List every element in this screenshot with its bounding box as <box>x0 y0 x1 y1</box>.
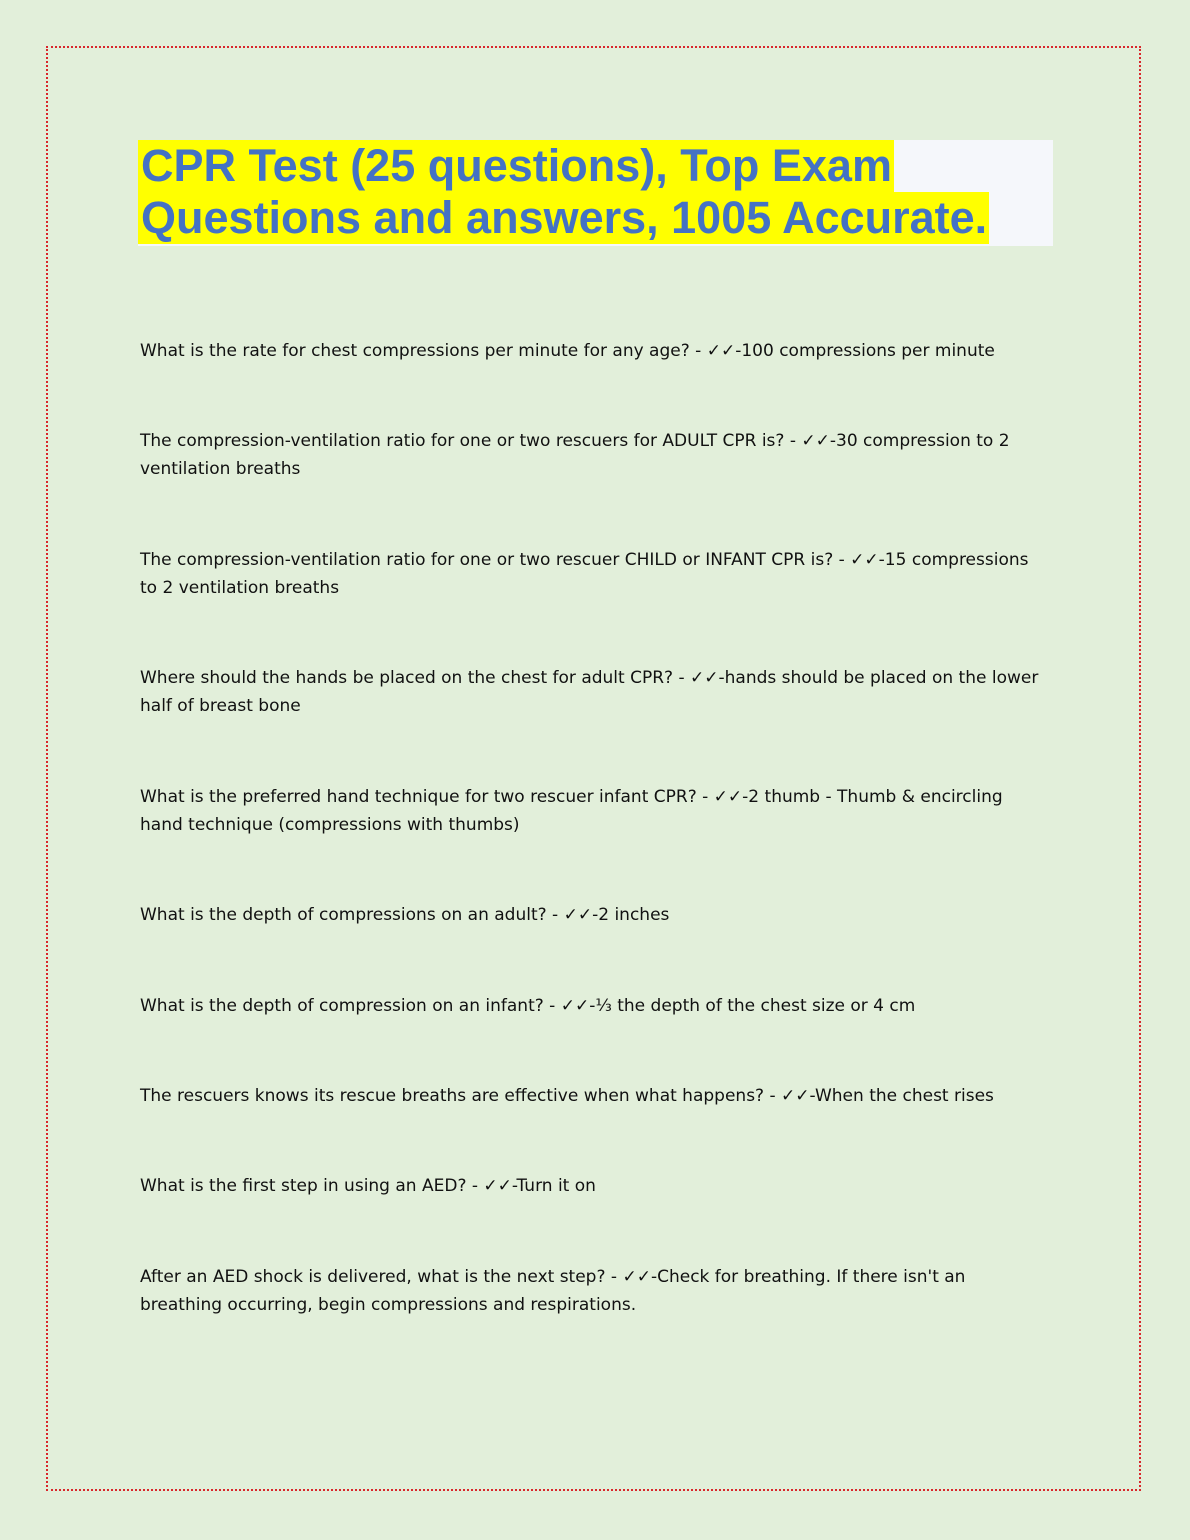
separator: - <box>764 1086 782 1106</box>
answer-text: -100 compressions per minute <box>735 341 995 361</box>
separator: - <box>696 787 714 807</box>
answer-text: -When the chest rises <box>809 1086 994 1106</box>
qa-item <box>140 337 1050 365</box>
title-line-2: Questions and answers, 1005 Accurate. <box>138 192 989 244</box>
answer-text: -⅓ the depth of the chest size or 4 cm <box>589 996 916 1016</box>
question-text: What is the depth of compression on an infant? <box>140 996 544 1016</box>
answer-text: -Turn it on <box>511 1176 596 1196</box>
question-text: After an AED shock is delivered, what is the next step? <box>140 1267 606 1287</box>
title-line-1: CPR Test (25 questions), Top Exam <box>138 140 894 192</box>
qa-item <box>140 1172 1050 1200</box>
separator: - <box>689 341 707 361</box>
question-text: What is the first step in using an AED? <box>140 1176 467 1196</box>
check-icon: ✓✓ <box>781 1086 810 1106</box>
question-text: What is the preferred hand technique for two rescuer infant CPR? <box>140 787 697 807</box>
title-block <box>138 140 1053 246</box>
separator: - <box>833 550 851 570</box>
answer-text: -15 compressions to 2 ventilation breaths <box>140 550 1029 598</box>
separator: - <box>546 905 564 925</box>
answer-text: -30 compression to 2 ventilation breaths <box>140 431 1010 479</box>
check-icon: ✓✓ <box>483 1176 512 1196</box>
check-icon: ✓✓ <box>560 996 590 1016</box>
separator: - <box>605 1267 623 1287</box>
check-icon: ✓✓ <box>563 905 593 925</box>
answer-text: -2 thumb - Thumb & encircling hand technique (compressions with thumbs) <box>140 787 1003 835</box>
question-text: The compression-ventilation ratio for one or two rescuer CHILD or INFANT CPR is? <box>140 550 834 570</box>
question-text: The rescuers knows its rescue breaths are effective when what happens? <box>140 1086 765 1106</box>
question-text: The compression-ventilation ratio for one or two rescuers for ADULT CPR is? <box>140 431 785 451</box>
question-text: What is the rate for chest compressions per minute for any age? <box>140 341 690 361</box>
qa-item <box>140 664 1050 720</box>
document-title <box>138 140 1053 244</box>
answer-text: -hands should be placed on the lower half of breast bone <box>140 668 1039 716</box>
answer-text: -2 inches <box>592 905 670 925</box>
qa-item <box>140 992 1050 1020</box>
answer-text: -Check for breathing. If there isn't an breathing occurring, begin compressions and respirations. <box>140 1267 966 1315</box>
qa-item <box>140 1263 1050 1319</box>
check-icon: ✓✓ <box>622 1267 651 1287</box>
separator: - <box>673 668 691 688</box>
qa-item <box>140 427 1050 483</box>
check-icon: ✓✓ <box>690 668 719 688</box>
question-text: Where should the hands be placed on the chest for adult CPR? <box>140 668 674 688</box>
check-icon: ✓✓ <box>713 787 743 807</box>
separator: - <box>543 996 561 1016</box>
qa-item <box>140 901 1050 929</box>
question-text: What is the depth of compressions on an adult? <box>140 905 547 925</box>
separator: - <box>466 1176 484 1196</box>
check-icon: ✓✓ <box>801 431 830 451</box>
qa-item <box>140 783 1050 839</box>
check-icon: ✓✓ <box>706 341 736 361</box>
qa-item <box>140 546 1050 602</box>
check-icon: ✓✓ <box>850 550 879 570</box>
separator: - <box>784 431 802 451</box>
qa-item <box>140 1082 1050 1110</box>
